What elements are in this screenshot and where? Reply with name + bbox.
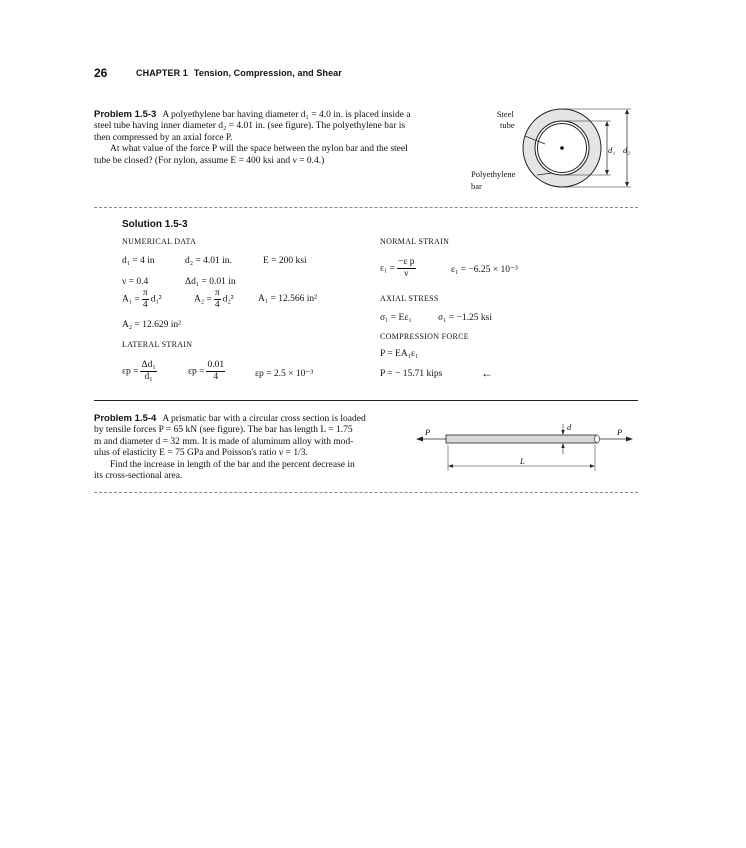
left-force-arrowhead xyxy=(416,437,423,442)
problem-line: tube be closed? (For nylon, assume E = 400 ksi and ν = 0.4.) xyxy=(94,155,325,166)
center-dot xyxy=(560,146,564,150)
problem-line: A prismatic bar with a circular cross section is loaded xyxy=(162,414,366,424)
polyethylene-bar-label: Polyethylene bar xyxy=(471,169,516,191)
solution-title: Solution 1.5-3 xyxy=(122,219,188,230)
d1-value: d₁ = 4 in xyxy=(122,256,155,266)
a1-value: A₁ = 12.566 in² xyxy=(258,294,318,304)
normal-strain-heading: NORMAL STRAIN xyxy=(380,237,450,246)
chapter-title: Tension, Compression, and Shear xyxy=(193,68,342,78)
answer-arrow-icon: ← xyxy=(481,366,493,380)
problem-line: A polyethylene bar having diameter d₁ = 4.0 in. is placed inside a xyxy=(162,110,411,120)
compression-force-formula: P = EA₁ε₁ xyxy=(380,349,419,359)
compression-force-value: P = − 15.71 kips xyxy=(380,369,443,379)
lateral-strain-heading: LATERAL STRAIN xyxy=(122,340,193,349)
numerical-data-heading: NUMERICAL DATA xyxy=(122,237,197,246)
d2-value: d₂ = 4.01 in. xyxy=(185,256,232,266)
lateral-strain-substitution: εp = $\frac{0.01}{4}$ xyxy=(188,360,225,382)
chapter-number: CHAPTER 1 xyxy=(136,68,188,78)
section-divider-bottom xyxy=(94,492,638,493)
problem-1-5-4-para-2 xyxy=(94,460,414,483)
right-force-arrowhead xyxy=(626,437,633,442)
solution-end-rule xyxy=(94,400,638,401)
problem-1-5-3-para-2 xyxy=(94,144,466,167)
problem-1-5-3 xyxy=(94,109,466,167)
problem-line: its cross-sectional area. xyxy=(94,471,183,482)
d2-label: d₂ xyxy=(623,145,631,155)
a1-formula: A₁ = $\frac{\pi}{4}$ d₁² xyxy=(122,288,162,310)
force-p-right-label: P xyxy=(617,427,623,437)
prismatic-bar-figure xyxy=(414,418,636,474)
force-p-left-label: P xyxy=(425,427,431,437)
axial-stress-heading: AXIAL STRESS xyxy=(380,294,439,303)
d1-label: d₁ xyxy=(608,145,616,155)
prismatic-bar xyxy=(446,435,597,443)
normal-strain-value: ε₁ = −6.25 × 10⁻³ xyxy=(451,265,518,275)
steel-tube-label: Steel tube xyxy=(496,109,515,130)
a2-value: A₂ = 12.629 in² xyxy=(122,320,182,330)
problem-1-5-3-para-1 xyxy=(94,109,466,144)
compression-force-heading: COMPRESSION FORCE xyxy=(380,332,469,341)
problem-1-5-4-para-1 xyxy=(94,413,414,460)
lateral-strain-formula: εp = $\frac{\text{Δd₁}}{\text{d₁}}$ xyxy=(122,360,156,382)
lateral-strain-value: εp = 2.5 × 10⁻³ xyxy=(255,369,314,379)
normal-strain-formula: ε₁ = $\frac{\text{−ε p}}{\nu}$ xyxy=(380,257,415,279)
problem-line: steel tube having inner diameter d₂ = 4.01 in. (see figure). The polyethylene bar is xyxy=(94,121,406,132)
axial-stress-formula: σ₁ = Eε₁ xyxy=(380,313,412,323)
problem-line: by tensile forces P = 65 kN (see figure). The bar has length L = 1.75 xyxy=(94,425,353,436)
problem-line: ulus of elasticity E = 75 GPa and Poisson's ratio ν = 1/3. xyxy=(94,448,308,459)
problem-1-5-4-label: Problem 1.5-4 xyxy=(94,413,157,424)
nu-value: ν = 0.4 xyxy=(122,277,149,287)
delta-d1-value: Δd₁ = 0.01 in xyxy=(185,277,236,287)
e-value: E = 200 ksi xyxy=(263,256,307,266)
section-divider xyxy=(94,207,638,208)
a2-formula: A₂ = $\frac{\pi}{4}$ d₂² xyxy=(194,288,234,310)
problem-line: m and diameter d = 32 mm. It is made of aluminum alloy with mod- xyxy=(94,436,354,447)
length-l-label: L xyxy=(520,456,525,466)
problem-1-5-3-label: Problem 1.5-3 xyxy=(94,109,157,120)
problem-line: then compressed by an axial force P. xyxy=(94,132,233,143)
page-number: 26 xyxy=(94,66,108,80)
problem-line: At what value of the force P will the space between the nylon bar and the steel xyxy=(110,144,408,155)
problem-line: Find the increase in length of the bar and the percent decrease in xyxy=(110,459,355,470)
bar-end-face xyxy=(595,435,600,443)
axial-stress-value: σ₁ = −1.25 ksi xyxy=(438,313,492,323)
diameter-d-label: d xyxy=(567,422,572,432)
chapter-heading xyxy=(136,68,342,78)
problem-1-5-4 xyxy=(94,413,414,482)
